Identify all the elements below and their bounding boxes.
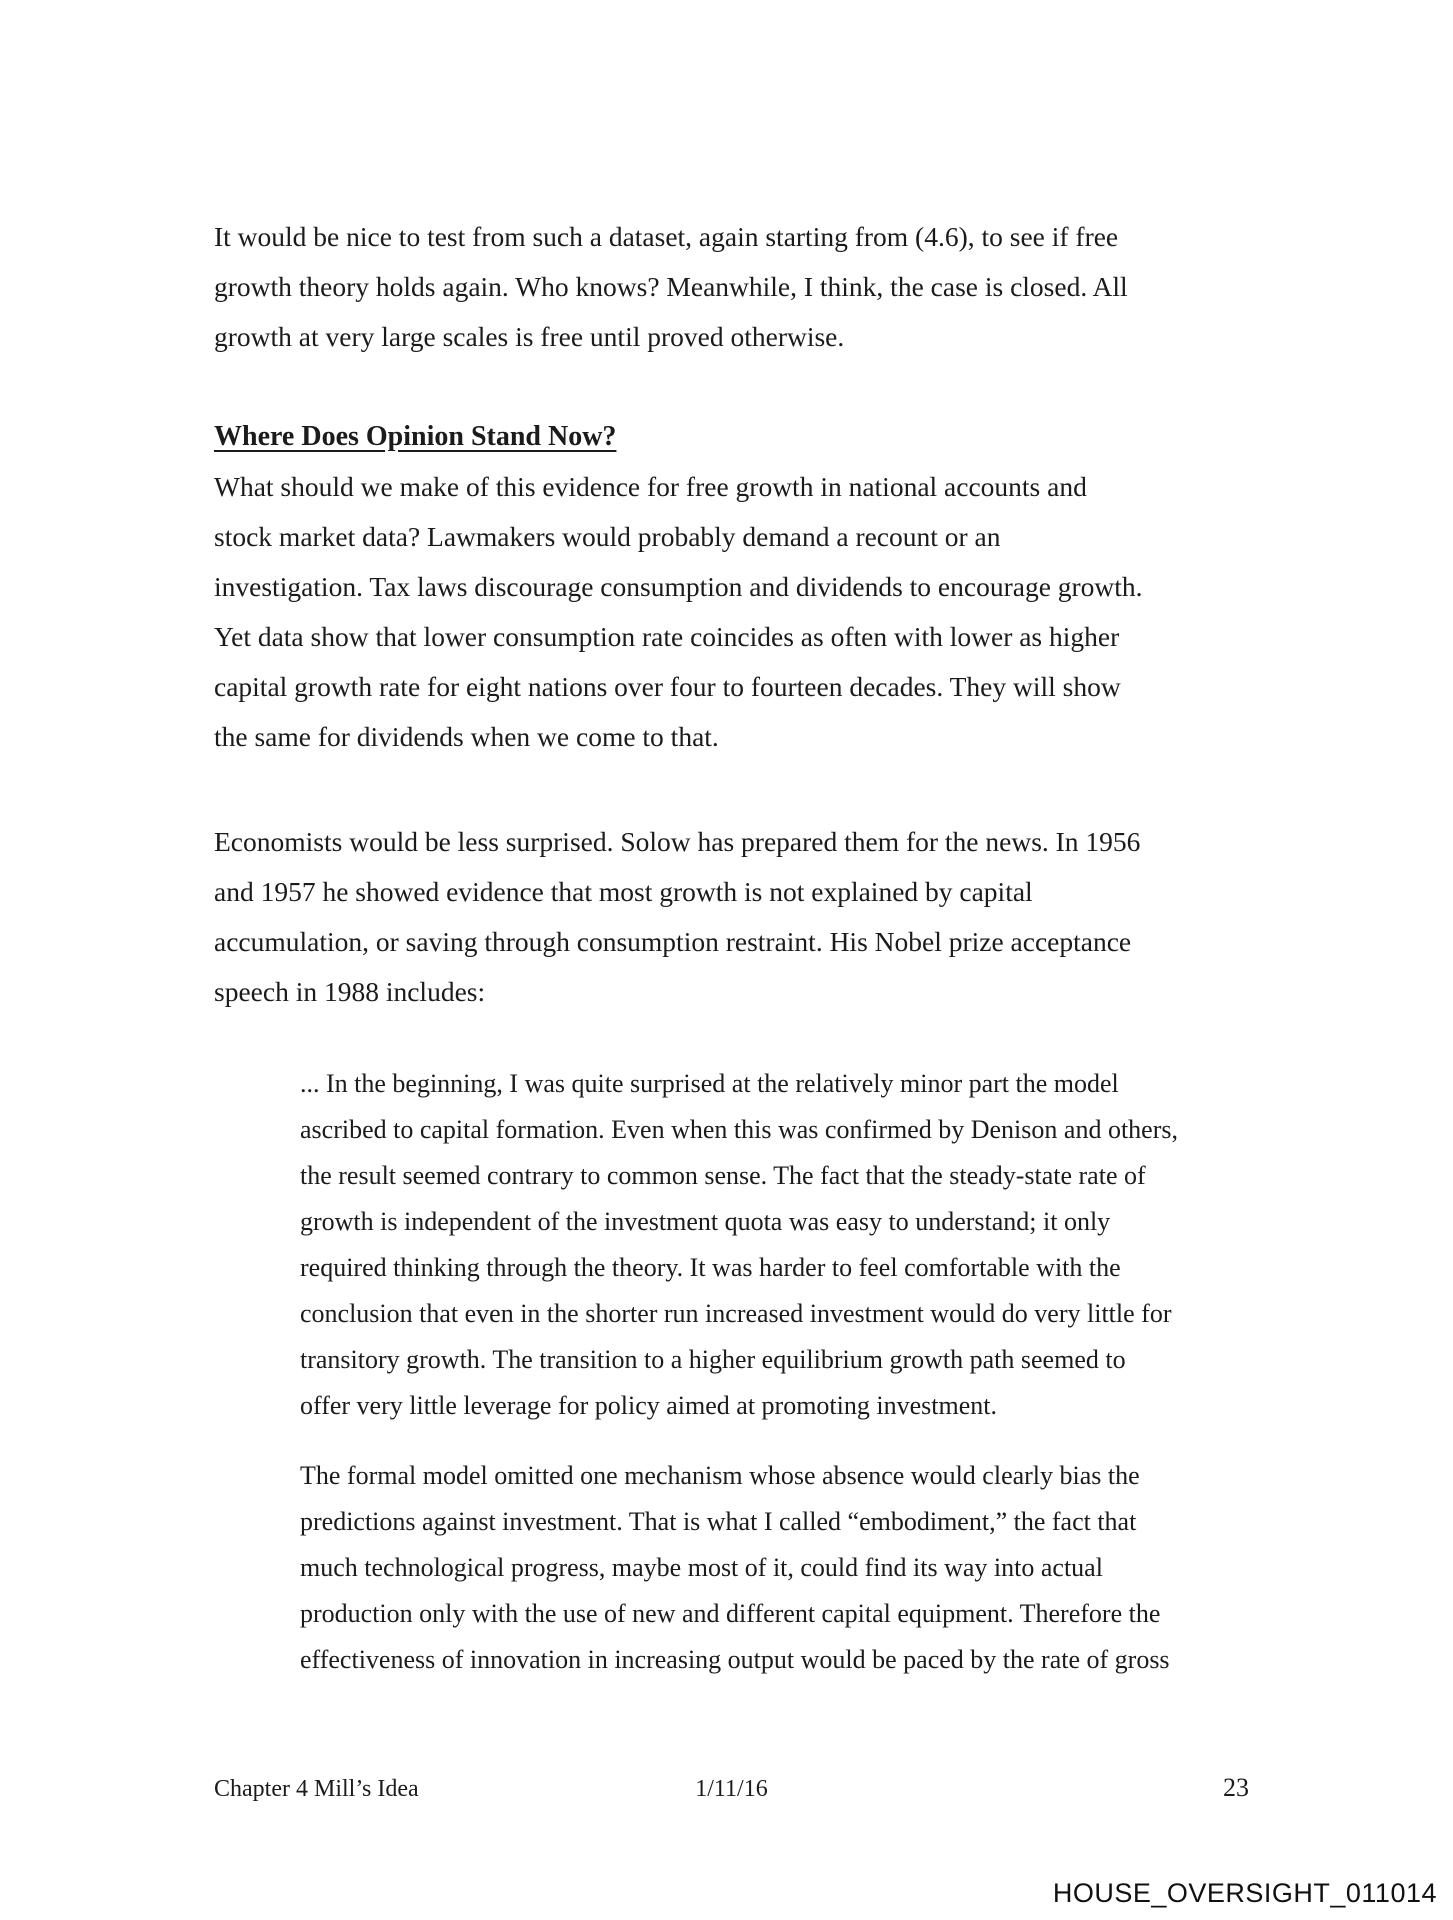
quote-line: ascribed to capital formation. Even when this was confirmed by Denison and others, — [300, 1115, 1178, 1144]
paragraph-1 — [214, 212, 1254, 362]
footer-page-number: 23 — [1223, 1773, 1249, 1802]
text-line: capital growth rate for eight nations over four to fourteen decades. They will show — [214, 671, 1121, 702]
quote-line: effectiveness of innovation in increasing output would be paced by the rate of gross — [300, 1645, 1170, 1674]
quote-line: required thinking through the theory. It was harder to feel comfortable with the — [300, 1253, 1121, 1282]
quote-line: much technological progress, maybe most of it, could find its way into actual — [300, 1553, 1103, 1582]
page-footer — [214, 1763, 1249, 1814]
text-line: speech in 1988 includes: — [214, 976, 486, 1007]
section-heading — [214, 412, 1254, 462]
text-line: and 1957 he showed evidence that most growth is not explained by capital — [214, 876, 1033, 907]
text-line: growth theory holds again. Who knows? Meanwhile, I think, the case is closed. All — [214, 271, 1128, 302]
text-line: the same for dividends when we come to that. — [214, 721, 719, 752]
paragraph-2 — [214, 462, 1254, 762]
block-quote-paragraph-2 — [300, 1453, 1254, 1683]
text-line: growth at very large scales is free until proved otherwise. — [214, 321, 845, 352]
text-line: stock market data? Lawmakers would probably demand a recount or an — [214, 521, 1001, 552]
page-body — [214, 212, 1254, 1683]
section-heading-text: Where Does Opinion Stand Now? — [214, 421, 617, 452]
text-line: It would be nice to test from such a dataset, again starting from (4.6), to see if free — [214, 221, 1119, 252]
text-line: Yet data show that lower consumption rate coincides as often with lower as higher — [214, 621, 1120, 652]
text-line: What should we make of this evidence for free growth in national accounts and — [214, 471, 1087, 502]
text-line: investigation. Tax laws discourage consumption and dividends to encourage growth. — [214, 571, 1143, 602]
quote-line: production only with the use of new and different capital equipment. Therefore the — [300, 1599, 1161, 1628]
footer-chapter-label: Chapter 4 Mill’s Idea — [214, 1776, 419, 1802]
quote-line: ... In the beginning, I was quite surprised at the relatively minor part the model — [300, 1069, 1119, 1098]
quote-line: the result seemed contrary to common sense. The fact that the steady-state rate of — [300, 1161, 1146, 1190]
quote-line: The formal model omitted one mechanism whose absence would clearly bias the — [300, 1461, 1140, 1490]
paragraph-3 — [214, 817, 1254, 1017]
block-quote-paragraph-1 — [300, 1061, 1254, 1429]
quote-line: conclusion that even in the shorter run increased investment would do very little for — [300, 1299, 1172, 1328]
quote-line: predictions against investment. That is what I called “embodiment,” the fact that — [300, 1507, 1137, 1536]
text-line: Economists would be less surprised. Solow has prepared them for the news. In 1956 — [214, 826, 1141, 857]
text-line: accumulation, or saving through consumption restraint. His Nobel prize acceptance — [214, 926, 1132, 957]
quote-line: growth is independent of the investment quota was easy to understand; it only — [300, 1207, 1111, 1236]
quote-line: transitory growth. The transition to a higher equilibrium growth path seemed to — [300, 1345, 1126, 1374]
quote-line: offer very little leverage for policy aimed at promoting investment. — [300, 1391, 997, 1420]
footer-date: 1/11/16 — [695, 1776, 768, 1802]
bates-stamp: HOUSE_OVERSIGHT_011014 — [1052, 1878, 1437, 1908]
